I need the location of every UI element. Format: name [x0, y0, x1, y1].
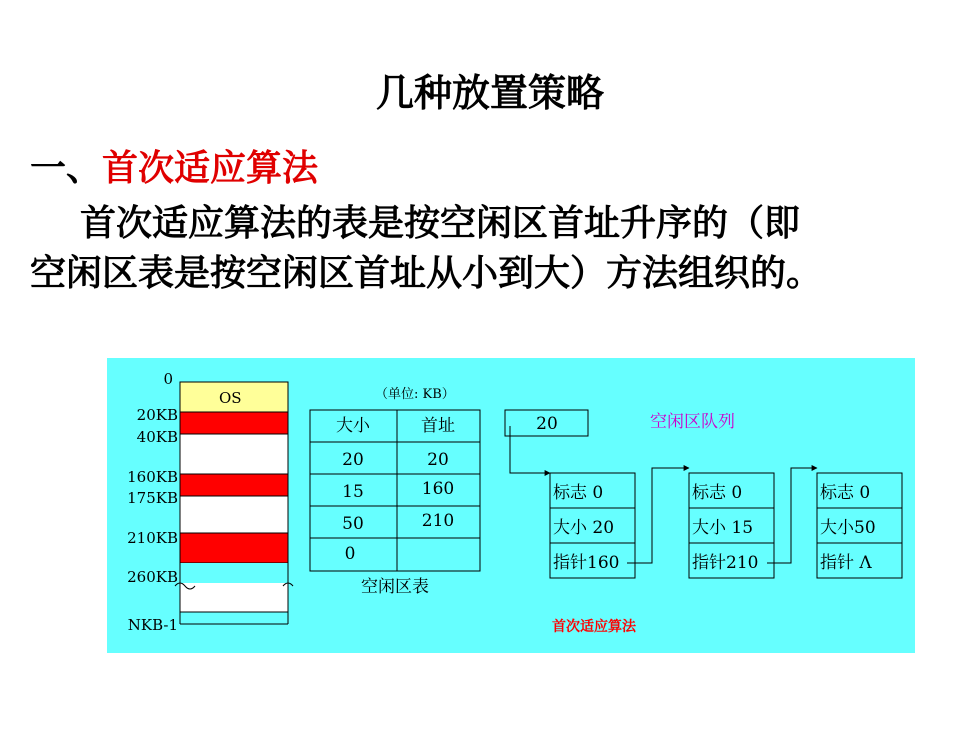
node-pointer: 指针210: [692, 553, 759, 573]
memory-label: 160KB: [127, 468, 178, 486]
memory-label: 20KB: [136, 406, 178, 424]
heading-prefix: 一、: [30, 148, 103, 189]
queue-node-2: [689, 473, 774, 578]
node-size: 大小50: [820, 518, 876, 538]
table-cell: 0: [344, 544, 356, 564]
table-cell: 20: [427, 450, 449, 470]
node-pointer: 指针 Λ: [820, 553, 872, 573]
table-header-size: 大小: [336, 416, 370, 436]
queue-head: [505, 410, 735, 473]
slide-title: 几种放置策略: [375, 71, 604, 115]
memory-label: 40KB: [136, 428, 178, 446]
paragraph-line-1: 首次适应算法的表是按空闲区首址升序的（即: [80, 203, 801, 244]
table-cell: 160: [421, 479, 455, 499]
paragraph-line-2: 空闲区表是按空闲区首址从小到大）方法组织的。: [30, 253, 823, 294]
node-flag: 标志 0: [553, 483, 604, 503]
queue-title: 空闲区队列: [650, 412, 735, 432]
memory-label: 0: [163, 370, 173, 388]
os-label: OS: [219, 389, 242, 407]
node-size: 大小 15: [692, 518, 754, 538]
heading-algorithm-name: 首次适应算法: [102, 148, 319, 189]
memory-label: 210KB: [127, 529, 178, 547]
free-area-table: [310, 387, 480, 597]
node-pointer: 指针160: [553, 553, 620, 573]
memory-label: NKB-1: [127, 616, 178, 634]
table-cell: 15: [342, 482, 364, 502]
diagram-caption: 首次适应算法: [552, 619, 636, 635]
memory-column: [127, 370, 293, 634]
queue-node-1: [550, 473, 635, 578]
unit-label: （单位: KB）: [375, 387, 455, 402]
link-arrow: [627, 468, 689, 563]
table-caption: 空闲区表: [361, 577, 429, 597]
table-header-address: 首址: [421, 416, 455, 436]
memory-label: 260KB: [127, 568, 178, 586]
node-flag: 标志 0: [820, 483, 871, 503]
queue-node-3: [817, 473, 902, 578]
table-cell: 20: [342, 450, 364, 470]
table-cell: 50: [342, 514, 364, 534]
memory-bar-allocated: [180, 533, 288, 563]
first-fit-diagram: [107, 358, 915, 653]
section-heading: [30, 140, 318, 191]
memory-bar-allocated: [180, 412, 288, 434]
memory-label: 175KB: [127, 489, 178, 507]
node-size: 大小 20: [553, 518, 615, 538]
diagram-canvas: [107, 358, 915, 653]
memory-bar-lower: [180, 563, 288, 583]
memory-bar-allocated: [180, 474, 288, 496]
node-flag: 标志 0: [692, 483, 743, 503]
queue-head-value: 20: [536, 414, 558, 434]
table-cell: 210: [421, 511, 455, 531]
